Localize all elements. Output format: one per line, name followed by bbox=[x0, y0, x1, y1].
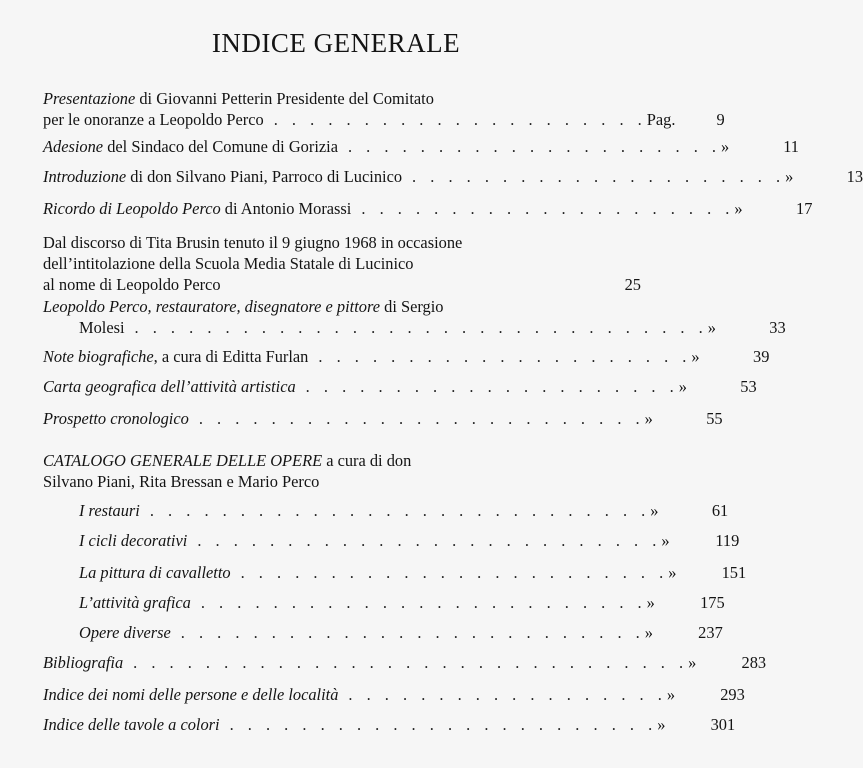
page-number: 283 bbox=[741, 653, 767, 672]
entry-author: di Antonio Morassi bbox=[220, 199, 352, 218]
dot-leader: . . . . . . . . . . . . . . . . . . . . . bbox=[305, 377, 679, 396]
catalog-editors-continuation: Silvano Piani, Rita Bressan e Mario Perco bbox=[43, 472, 320, 491]
ditto-mark: » bbox=[691, 347, 700, 366]
page-number: 53 bbox=[740, 377, 757, 396]
page-number: 33 bbox=[769, 318, 786, 337]
ditto-mark: » bbox=[646, 593, 655, 612]
entry-title: Adesione bbox=[43, 137, 104, 156]
toc-entry-bibliografia[interactable] bbox=[43, 652, 767, 673]
dot-leader: . . . . . . . . . . . . . . . . . . . . . bbox=[273, 110, 647, 129]
subentry-title: La pittura di cavalletto bbox=[79, 563, 231, 582]
entry-continuation: dell’intitolazione della Scuola Media Statale di Lucinico bbox=[43, 254, 414, 273]
page-number: 151 bbox=[721, 563, 747, 582]
entry-title: Ricordo di Leopoldo Perco bbox=[43, 199, 221, 218]
subentry-title: I cicli decorativi bbox=[79, 531, 188, 550]
ditto-mark: » bbox=[644, 409, 653, 428]
page-number: 293 bbox=[720, 685, 745, 704]
page-number: 301 bbox=[710, 715, 736, 734]
page-number: 237 bbox=[698, 623, 723, 642]
entry-author: , a cura di Editta Furlan bbox=[153, 347, 309, 366]
toc-subentry-pittura-cavalletto[interactable] bbox=[43, 562, 747, 583]
dot-leader: . . . . . . . . . . . . . . . . . . . . . . . . . . . . . . . bbox=[133, 653, 689, 672]
dot-leader: . . . . . . . . . . . . . . . . . . . . . . . . . . bbox=[197, 531, 662, 550]
entry-title: Introduzione bbox=[43, 167, 127, 186]
page-number: 119 bbox=[715, 531, 740, 550]
toc-catalog-header[interactable] bbox=[43, 450, 641, 492]
entry-title: Indice dei nomi delle persone e delle località bbox=[43, 685, 339, 704]
subentry-title: L’attività grafica bbox=[79, 593, 191, 612]
catalog-editors: a cura di don bbox=[322, 451, 412, 470]
page-number: 175 bbox=[700, 593, 725, 612]
toc-entry-ricordo[interactable] bbox=[43, 198, 813, 219]
ditto-mark: » bbox=[688, 653, 697, 672]
ditto-mark: » bbox=[678, 377, 687, 396]
dot-leader: . . . . . . . . . . . . . . . . . . . . . . . . . bbox=[200, 593, 647, 612]
page-number: 11 bbox=[783, 137, 799, 156]
entry-title: Note biografiche bbox=[43, 347, 154, 366]
toc-subentry-opere-diverse[interactable] bbox=[43, 622, 723, 643]
toc-entry-indice-tavole[interactable] bbox=[43, 714, 736, 735]
toc-subentry-attivita-grafica[interactable] bbox=[43, 592, 725, 613]
toc-entry-carta-geografica[interactable] bbox=[43, 376, 757, 397]
entry-title: Indice delle tavole a colori bbox=[43, 715, 220, 734]
page-number: 55 bbox=[706, 409, 723, 428]
entry-title: Carta geografica dell’attività artistica bbox=[43, 377, 296, 396]
entry-title: Presentazione bbox=[43, 89, 136, 108]
entry-author: di don Silvano Piani, Parroco di Lucinico bbox=[126, 167, 403, 186]
entry-author: di Sergio bbox=[380, 297, 444, 316]
dot-leader: . . . . . . . . . . . . . . . . . . . . . . . . bbox=[240, 563, 669, 582]
dot-leader: . . . . . . . . . . . . . . . . . . . . . bbox=[361, 199, 735, 218]
entry-continuation: al nome di Leopoldo Perco bbox=[43, 275, 221, 294]
entry-author: del Sindaco del Comune di Gorizia bbox=[103, 137, 338, 156]
subentry-title: I restauri bbox=[79, 501, 140, 520]
toc-subentry-restauri[interactable] bbox=[43, 500, 729, 521]
toc-entry-indice-nomi[interactable] bbox=[43, 684, 745, 705]
entry-title: Dal discorso di Tita Brusin tenuto il 9 giugno 1968 in occasione bbox=[43, 233, 463, 252]
ditto-mark: » bbox=[668, 563, 677, 582]
ditto-mark: » bbox=[721, 137, 730, 156]
dot-leader: . . . . . . . . . . . . . . . . . . . . . . . . . . . . bbox=[149, 501, 651, 520]
entry-continuation: per le onoranze a Leopoldo Perco bbox=[43, 110, 264, 129]
pag-label: Pag. bbox=[646, 110, 676, 129]
dot-leader: . . . . . . . . . . . . . . . . . . bbox=[348, 685, 667, 704]
toc-entry-introduzione[interactable] bbox=[43, 166, 863, 187]
dot-leader: . . . . . . . . . . . . . . . . . . . . . . . . bbox=[229, 715, 658, 734]
ditto-mark: » bbox=[657, 715, 666, 734]
toc-subentry-cicli-decorativi[interactable] bbox=[43, 530, 740, 551]
page-number: 25 bbox=[624, 275, 641, 294]
toc-entry-note-biografiche[interactable] bbox=[43, 346, 770, 367]
page-number: 13 bbox=[846, 167, 863, 186]
entry-title: Bibliografia bbox=[43, 653, 124, 672]
ditto-mark: » bbox=[785, 167, 794, 186]
page-number: 17 bbox=[796, 199, 813, 218]
entry-continuation: Molesi bbox=[79, 318, 125, 337]
page-number: 9 bbox=[716, 110, 725, 129]
ditto-mark: » bbox=[644, 623, 653, 642]
dot-leader: . . . . . . . . . . . . . . . . . . . . . bbox=[318, 347, 692, 366]
dot-leader: . . . . . . . . . . . . . . . . . . . . . . . . . . . . . . . . bbox=[134, 318, 708, 337]
entry-title: Leopoldo Perco, restauratore, disegnatore e pittore bbox=[43, 297, 381, 316]
page-number: 61 bbox=[711, 501, 729, 520]
ditto-mark: » bbox=[666, 685, 676, 704]
toc-entry-molesi[interactable] bbox=[43, 296, 786, 338]
subentry-title: Opere diverse bbox=[79, 623, 171, 642]
dot-leader: . . . . . . . . . . . . . . . . . . . . . . . . . bbox=[198, 409, 645, 428]
page-number: 39 bbox=[753, 347, 770, 366]
toc-entry-discorso[interactable] bbox=[43, 232, 641, 295]
dot-leader: . . . . . . . . . . . . . . . . . . . . . bbox=[347, 137, 721, 156]
ditto-mark: » bbox=[661, 531, 670, 550]
entry-title: Prospetto cronologico bbox=[43, 409, 189, 428]
dot-leader: . . . . . . . . . . . . . . . . . . . . . bbox=[412, 167, 786, 186]
entry-author: di Giovanni Petterin Presidente del Comitato bbox=[135, 89, 434, 108]
toc-entry-prospetto[interactable] bbox=[43, 408, 723, 429]
dot-leader: . . . . . . . . . . . . . . . . . . . . . . . . . . bbox=[180, 623, 645, 642]
ditto-mark: » bbox=[707, 318, 716, 337]
ditto-mark: » bbox=[650, 501, 659, 520]
toc-entry-presentazione[interactable] bbox=[43, 88, 725, 130]
catalog-title: CATALOGO GENERALE DELLE OPERE bbox=[43, 451, 323, 470]
ditto-mark: » bbox=[734, 199, 743, 218]
toc-entry-adesione[interactable] bbox=[43, 136, 799, 157]
page-title: INDICE GENERALE bbox=[211, 28, 461, 58]
